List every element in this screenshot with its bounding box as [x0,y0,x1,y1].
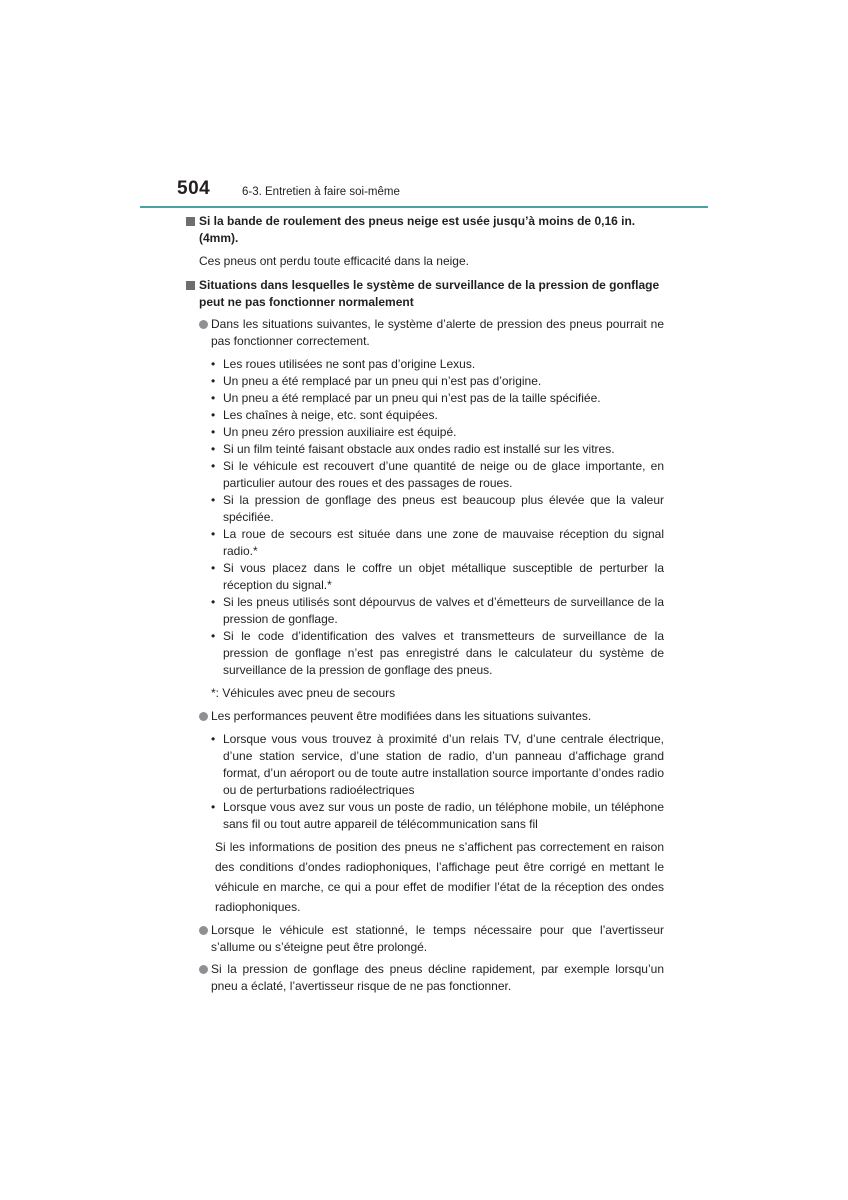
bullet-text: Dans les situations suivantes, le système d’alerte de pression des pneus pourrait ne pas fonctionner correctement. [211,317,664,348]
footnote: *: Véhicules avec pneu de secours [211,686,396,700]
paragraph-snow-tires: Ces pneus ont perdu toute efficacité dans la neige. [199,254,469,268]
header-rule [140,206,708,208]
list-item: • Si le véhicule est recouvert d’une quantité de neige ou de glace importante, en particulier autour des roues et des passages de roues. [211,459,664,490]
bullet-text: Lorsque le véhicule est stationné, le temps nécessaire pour que l’avertisseur s’allume ou s’éteigne peut être prolongé. [211,923,664,954]
circle-bullet-icon [199,712,208,721]
performance-list [186,731,664,833]
list-item: • Les roues utilisées ne sont pas d’origine Lexus. [211,357,476,371]
square-bullet-icon [186,281,195,290]
bullet-rapid-decline [186,961,664,995]
situations-list [186,356,664,679]
list-item: • Lorsque vous vous trouvez à proximité d’un relais TV, d’une centrale électrique, d’une station service, d’une station de radio, d’un panneau d’affichage grand format, d’un aéroport ou de toute autre installation source importante d’ondes radio ou de perturbations radioélectriques [211,732,664,797]
page-content [186,213,664,995]
bullet-parked [186,922,664,956]
bullet-performance [186,708,664,725]
list-item: • Si les pneus utilisés sont dépourvus de valves et d’émetteurs de surveillance de la pression de gonflage. [211,595,664,626]
position-note: Si les informations de position des pneus ne s’affichent pas correctement en raison des conditions d’ondes radiophoniques, l’affichage peut être corrigé en mettant le véhicule en marche, ce qui a pour effet de modifier l’état de la réception des ondes radiophoniques. [215,840,664,914]
list-item: • Si un film teinté faisant obstacle aux ondes radio est installé sur les vitres. [211,442,615,456]
square-bullet-icon [186,217,195,226]
list-item: • La roue de secours est située dans une zone de mauvaise réception du signal radio.* [211,527,664,558]
heading-tpms-situations [186,277,664,311]
section-title: 6-3. Entretien à faire soi-même [242,186,400,198]
circle-bullet-icon [199,926,208,935]
list-item: • Un pneu a été remplacé par un pneu qui n’est pas d’origine. [211,374,542,388]
list-item: • Un pneu a été remplacé par un pneu qui n’est pas de la taille spécifiée. [211,391,601,405]
list-item: • Les chaînes à neige, etc. sont équipées. [211,408,438,422]
list-item: • Un pneu zéro pression auxiliaire est équipé. [211,425,457,439]
heading-text: Si la bande de roulement des pneus neige est usée jusqu’à moins de 0,16 in. (4mm). [199,214,636,245]
bullet-situations [186,316,664,350]
circle-bullet-icon [199,965,208,974]
heading-snow-tires [186,213,664,247]
heading-text: Situations dans lesquelles le système de surveillance de la pression de gonflage peut ne pas fonctionner normalement [199,278,660,309]
page-number: 504 [177,178,211,199]
bullet-text: Les performances peuvent être modifiées dans les situations suivantes. [211,709,592,723]
list-item: • Si vous placez dans le coffre un objet métallique susceptible de perturber la réception du signal.* [211,561,664,592]
bullet-text: Si la pression de gonflage des pneus décline rapidement, par exemple lorsqu’un pneu a éclaté, l’avertisseur risque de ne pas fonctionner. [211,962,664,993]
circle-bullet-icon [199,320,208,329]
list-item: • Si le code d’identification des valves et transmetteurs de surveillance de la pression de gonflage n’est pas enregistré dans le calculateur du système de surveillance de la pression de gonflage des pneus. [211,629,664,677]
list-item: • Lorsque vous avez sur vous un poste de radio, un téléphone mobile, un téléphone sans fil ou tout autre appareil de télécommunication sans fil [211,800,664,831]
list-item: • Si la pression de gonflage des pneus est beaucoup plus élevée que la valeur spécifiée. [211,493,664,524]
